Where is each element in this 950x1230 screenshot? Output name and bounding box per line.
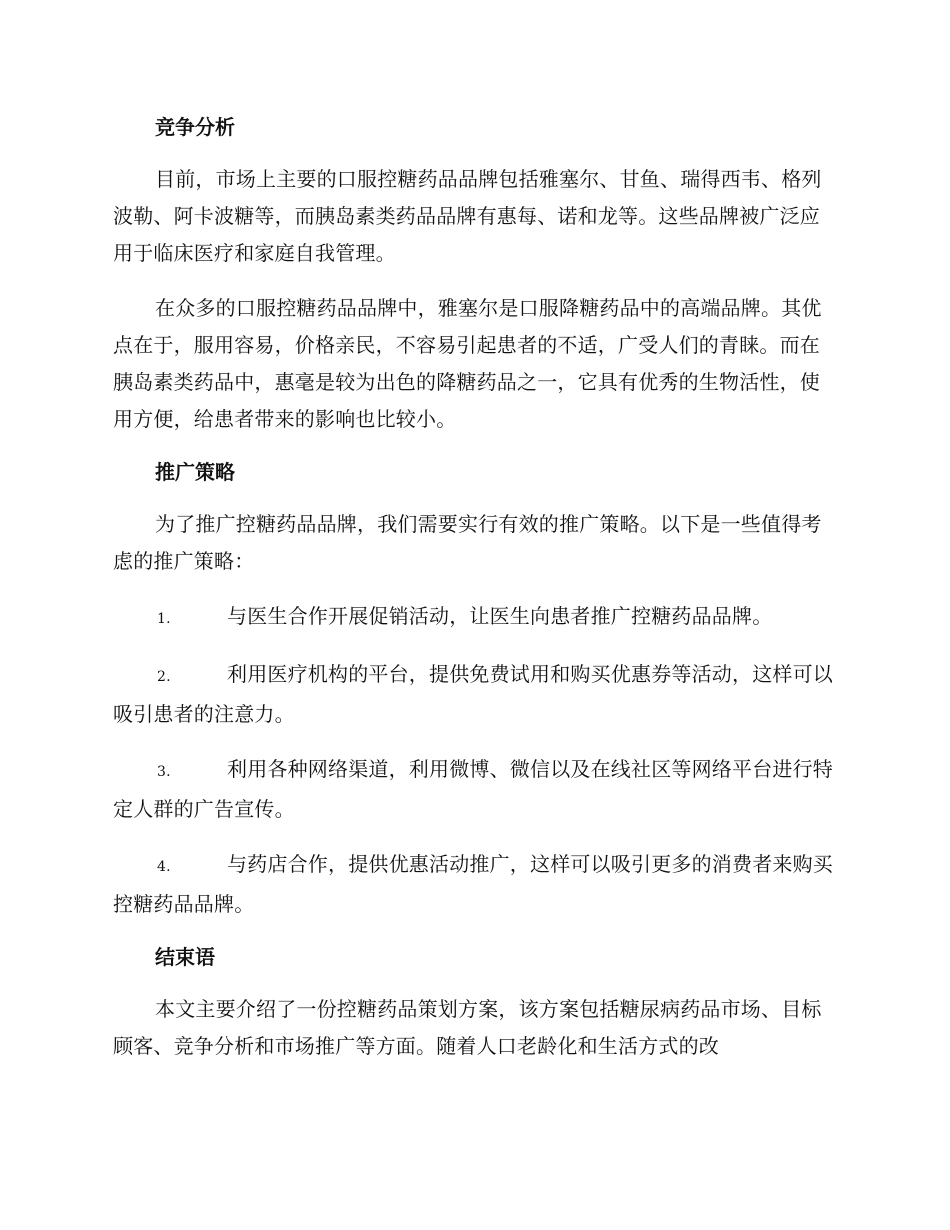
list-item-number: 1. — [157, 611, 171, 627]
paragraph-competition-brands: 目前，市场上主要的口服控糖药品品牌包括雅塞尔、甘鱼、瑞得西韦、格列波勒、阿卡波糖等，而胰岛素类药品品牌有惠每、诺和龙等。这些品牌被广泛应用于临床医疗和家庭自我管理。 — [113, 167, 822, 265]
list-item — [113, 656, 837, 733]
list-item-text: 与医生合作开展促销活动，让医生向患者推广控糖药品品牌。 — [227, 604, 773, 628]
section-heading-competition: 竞争分析 — [155, 115, 235, 139]
list-item-number: 3. — [157, 764, 171, 780]
list-item — [113, 751, 837, 828]
section-heading-promotion: 推广策略 — [155, 460, 235, 484]
paragraph-conclusion: 本文主要介绍了一份控糖药品策划方案，该方案包括糖尿病药品市场、目标顾客、竞争分析和市场推广等方面。随着人口老龄化和生活方式的改 — [113, 997, 822, 1058]
list-item-text: 利用各种网络渠道，利用微博、微信以及在线社区等网络平台进行特定人群的广告宣传。 — [113, 757, 833, 821]
list-item-text: 与药店合作，提供优惠活动推广，这样可以吸引更多的消费者来购买控糖药品品牌。 — [113, 852, 833, 916]
list-item — [113, 846, 837, 923]
section-heading-conclusion: 结束语 — [155, 945, 215, 969]
paragraph-competition-highlights: 在众多的口服控糖药品品牌中，雅塞尔是口服降糖药品中的高端品牌。其优点在于，服用容易，价格亲民，不容易引起患者的不适，广受人们的青睐。而在胰岛素类药品中，惠毫是较为出色的降糖药品之一，它具有优秀的生物活性，使用方便，给患者带来的影响也比较小。 — [113, 296, 822, 431]
list-item-number: 4. — [157, 859, 171, 875]
list-item-text: 利用医疗机构的平台，提供免费试用和购买优惠券等活动，这样可以吸引患者的注意力。 — [113, 662, 833, 726]
paragraph-promotion-intro: 为了推广控糖药品品牌，我们需要实行有效的推广策略。以下是一些值得考虑的推广策略： — [113, 512, 822, 573]
list-item-number: 2. — [157, 669, 171, 685]
document-body — [113, 109, 837, 1065]
list-item — [113, 598, 837, 638]
